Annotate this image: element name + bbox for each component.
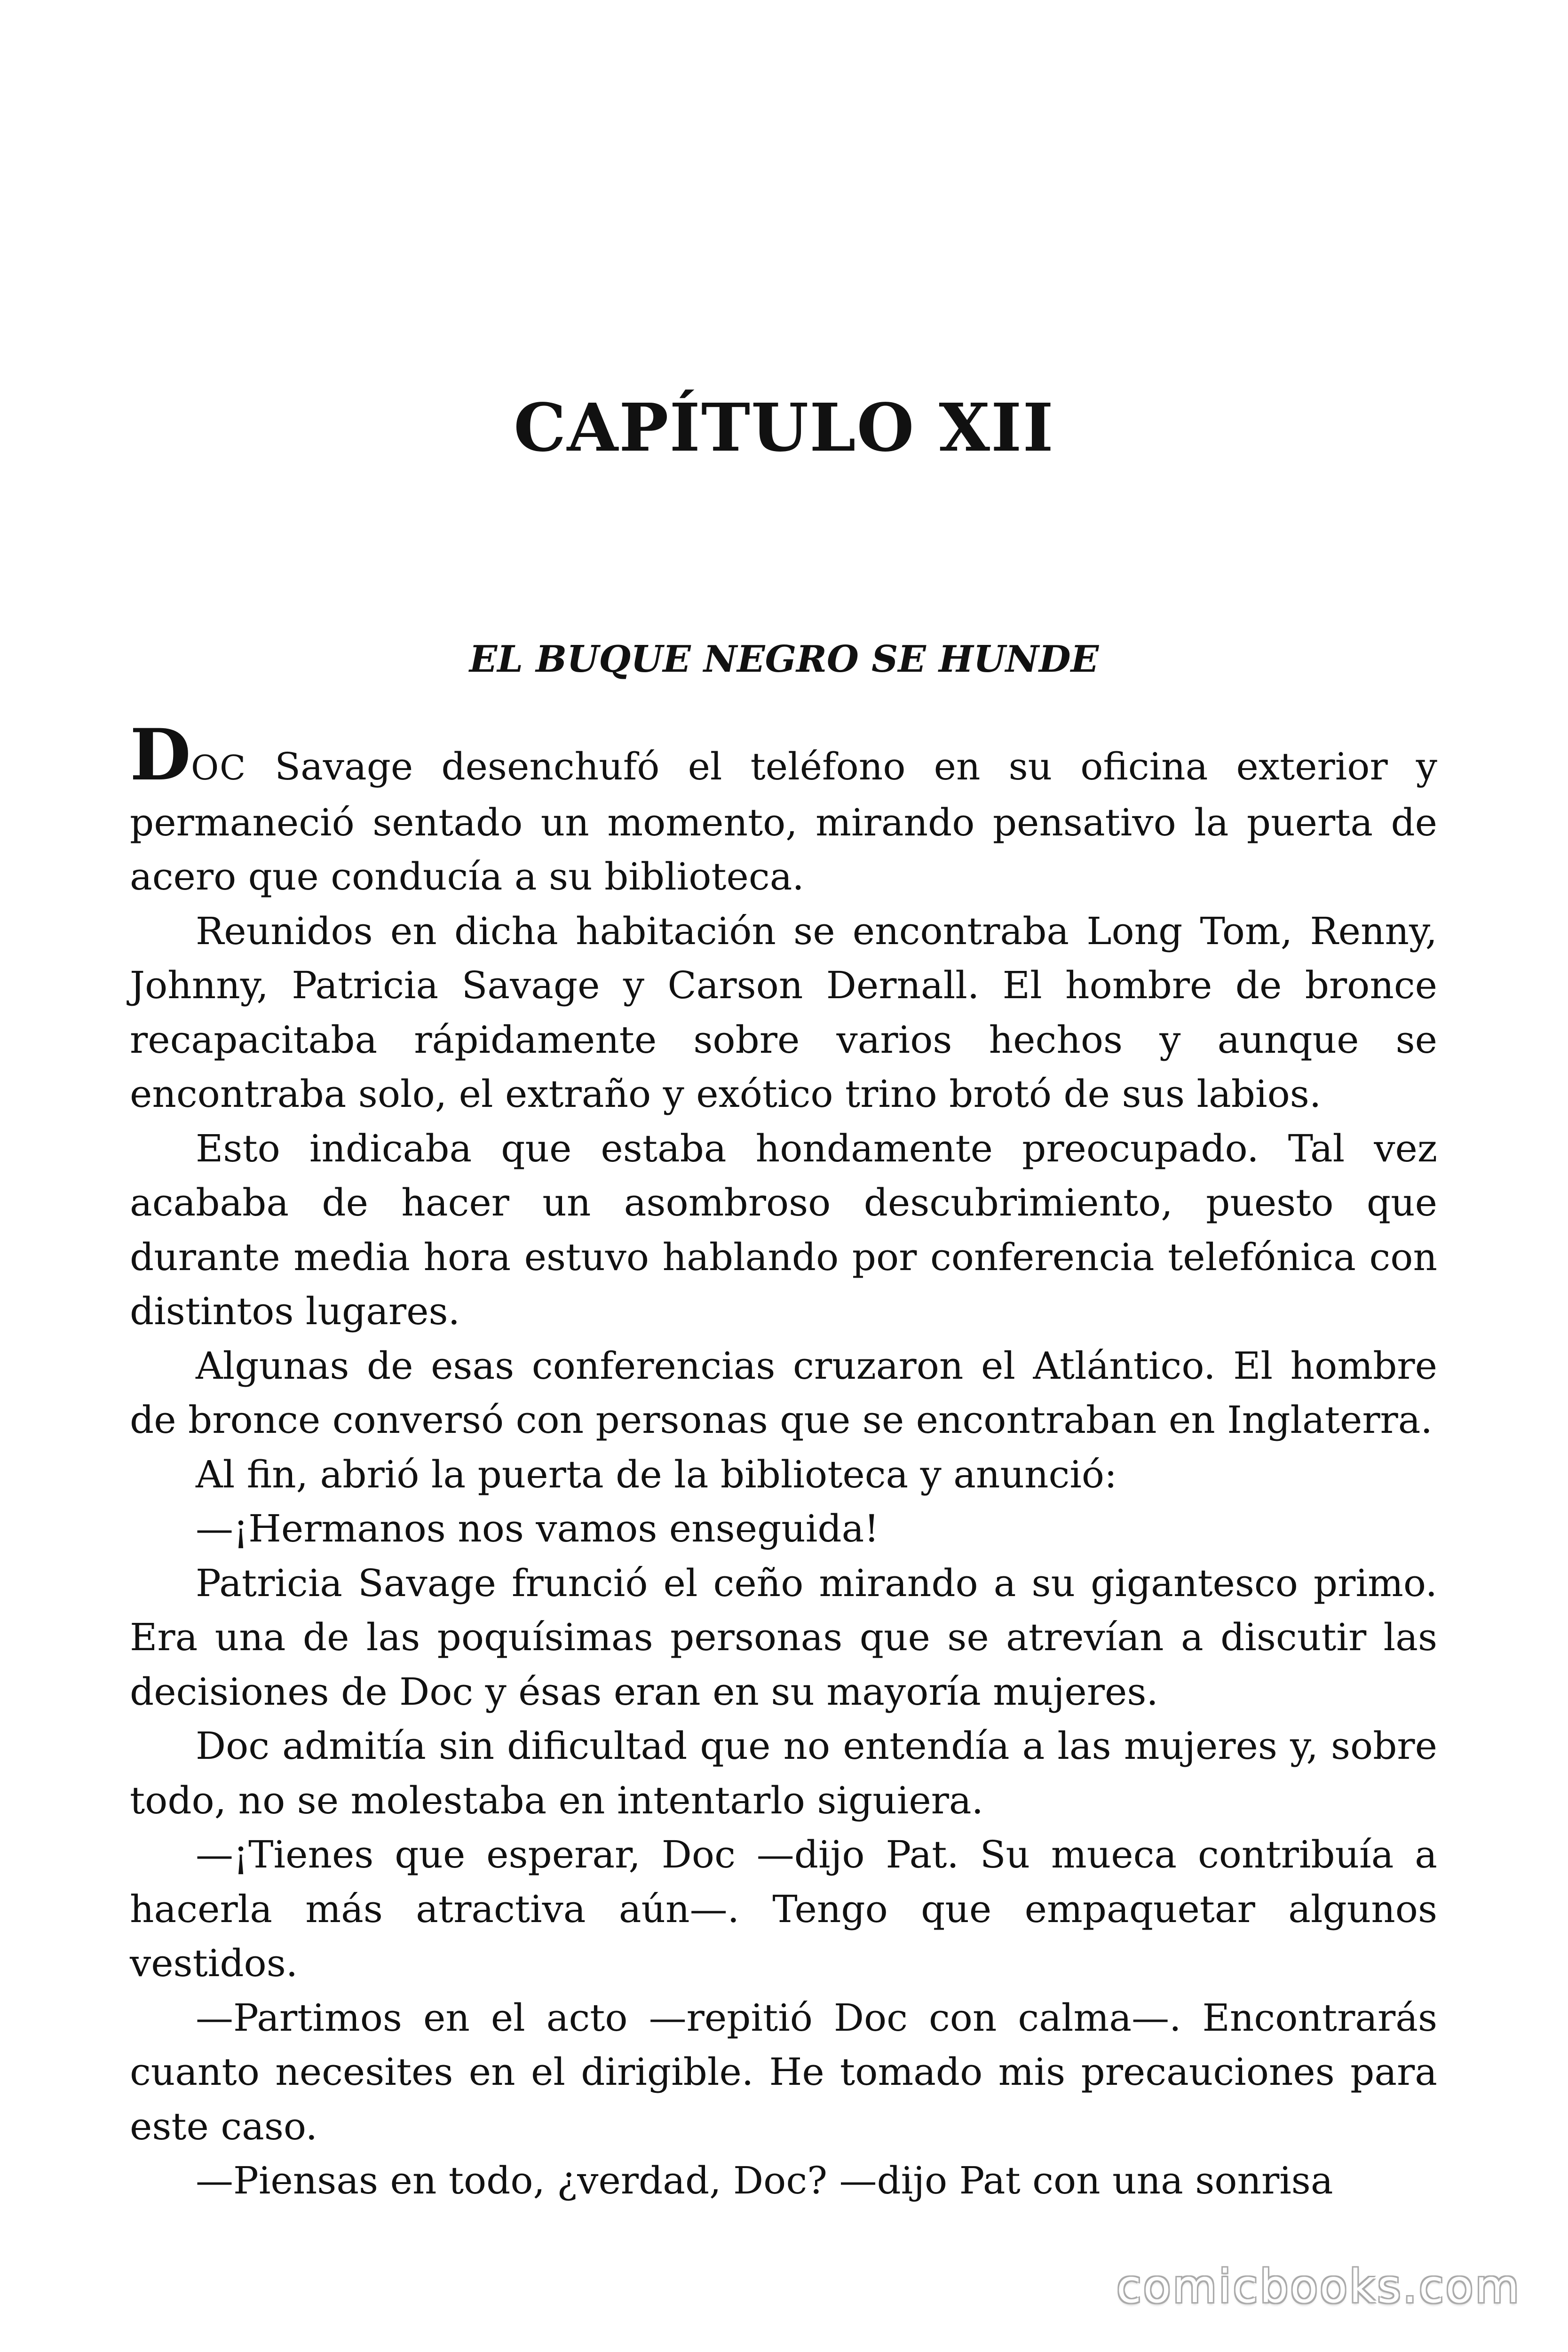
paragraph: Reunidos en dicha habitación se encontraba Long Tom, Renny, Johnny, Patricia Savage y Carson Dernall. El hombre de bronce recapacitaba rápidamente sobre varios hechos y aunque se encontraba solo, el extraño y exótico trino brotó de sus labios. xyxy=(130,909,1437,1116)
paragraph: Doc admitía sin dificultad que no entendía a las mujeres y, sobre todo, no se molestaba en intentarlo siguiera. xyxy=(130,1724,1437,1822)
paragraph: Algunas de esas conferencias cruzaron el Atlántico. El hombre de bronce conversó con personas que se encontraban en Inglaterra. xyxy=(130,1343,1437,1442)
chapter-subtitle: EL BUQUE NEGRO SE HUNDE xyxy=(469,638,1099,681)
paragraph: —Partimos en el acto —repitió Doc con calma—. Encontrarás cuanto necesites en el dirigible. He tomado mis precauciones para este caso. xyxy=(130,1995,1437,2148)
opening-text: Savage desenchufó el teléfono en su oficina exterior y permaneció sentado un momento, mirando pensativo la puerta de acero que conducía a su biblioteca. xyxy=(130,745,1437,898)
opening-paragraph xyxy=(130,714,1437,904)
paragraph: —Piensas en todo, ¿verdad, Doc? —dijo Pat con una sonrisa xyxy=(196,2159,1333,2202)
paragraph: Patricia Savage frunció el ceño mirando a su gigantesco primo. Era una de las poquísimas personas que se atrevían a discutir las decisiones de Doc y ésas eran en su mayoría mujeres. xyxy=(130,1561,1437,1714)
paragraph: Esto indicaba que estaba hondamente preocupado. Tal vez acababa de hacer un asombroso descubrimiento, puesto que durante media hora estuvo hablando por conferencia telefónica con distintos lugares. xyxy=(130,1126,1437,1333)
drop-cap: D xyxy=(130,714,191,796)
paragraph: Al fin, abrió la puerta de la biblioteca y anunció: xyxy=(196,1452,1117,1496)
chapter-title: CAPÍTULO XII xyxy=(514,389,1054,467)
chapter-body xyxy=(130,714,1437,2208)
opening-smallcaps: OC xyxy=(191,748,247,787)
paragraph: —¡Tienes que esperar, Doc —dijo Pat. Su mueca contribuía a hacerla más atractiva aún—. Tengo que empaquetar algunos vestidos. xyxy=(130,1833,1437,1985)
watermark: comicbooks.com xyxy=(1116,2260,1521,2313)
paragraph: —¡Hermanos nos vamos enseguida! xyxy=(196,1507,879,1550)
